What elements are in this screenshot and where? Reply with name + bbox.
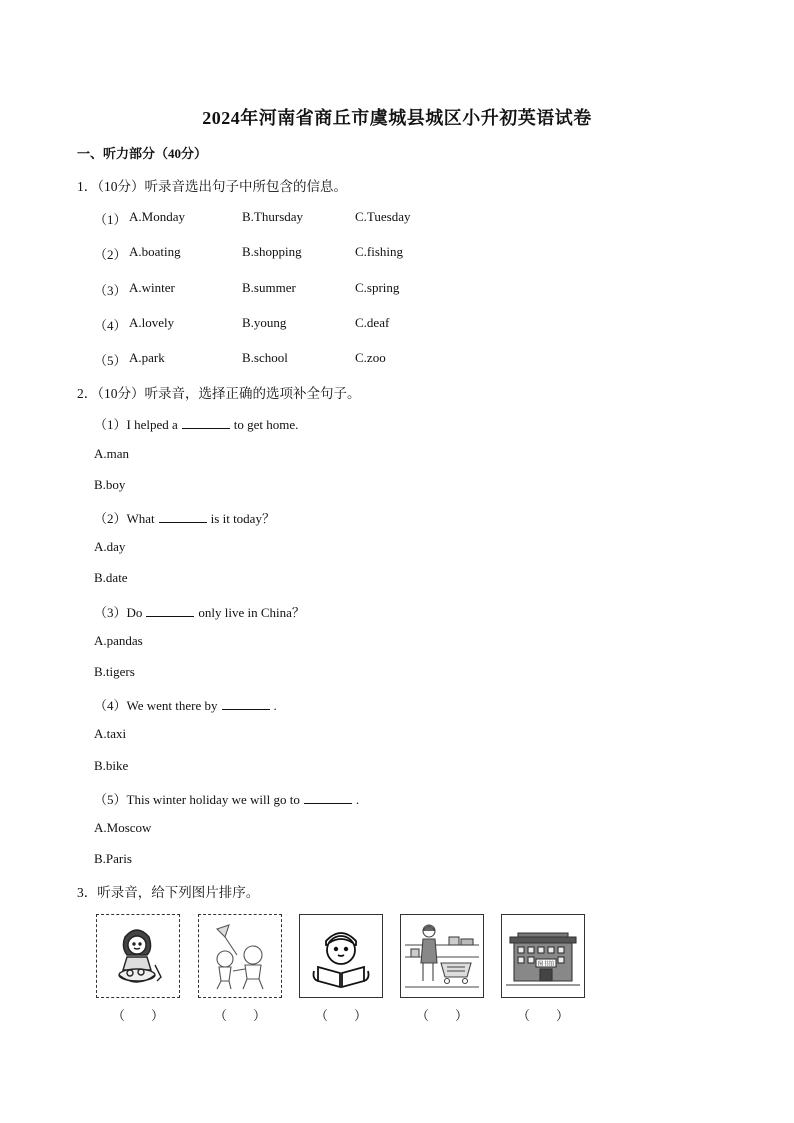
answer-blank [182, 416, 230, 429]
sentence-start: Do [126, 605, 143, 620]
sentence-start: We went there by [126, 698, 218, 713]
q1-row-number: （5） [94, 353, 127, 368]
section-heading-listening: 一、听力部分（40分） [77, 146, 208, 161]
option-c: C.Tuesday [355, 209, 411, 224]
sentence-end: is it today？ [210, 511, 275, 526]
page-title: 2024年河南省商丘市虞城县城区小升初英语试卷 [202, 108, 592, 128]
option-b: B.bike [94, 758, 129, 773]
option-a: A.park [129, 350, 165, 365]
option-b: B.boy [94, 477, 126, 492]
kite-kids-icon [199, 915, 281, 997]
q1-row-number: （4） [94, 318, 127, 333]
answer-blank [222, 697, 270, 710]
option-b: B.school [242, 350, 288, 365]
q2-item-number: （3） [94, 605, 127, 620]
answer-parenthesis: （ ） [111, 1008, 164, 1023]
q1-row-number: （2） [94, 247, 127, 262]
q1-row-number: （3） [94, 283, 127, 298]
option-b: B.summer [242, 280, 296, 295]
sentence-end: . [355, 792, 360, 807]
option-b: B.Paris [94, 851, 132, 866]
question-3-stem: 3．听录音，给下列图片排序。 [77, 885, 260, 900]
option-b: B.Thursday [242, 209, 304, 224]
kids-flying-kite-picture [198, 914, 282, 998]
q2-sentence [94, 414, 298, 433]
girl-washing-icon [97, 915, 179, 997]
question-1-stem: 1．（10分）听录音选出句子中所包含的信息。 [77, 179, 347, 194]
answer-blank [146, 604, 194, 617]
answer-parenthesis: （ ） [213, 1008, 266, 1023]
sentence-start: What [126, 511, 155, 526]
answer-blank [304, 791, 352, 804]
library-building-picture [501, 914, 585, 998]
girl-washing-clothes-picture [96, 914, 180, 998]
library-sign-text: 图书馆 [537, 961, 555, 968]
answer-parenthesis: （ ） [314, 1008, 367, 1023]
option-b: B.tigers [94, 664, 135, 679]
question-2-stem: 2．（10分）听录音，选择正确的选项补全句子。 [77, 386, 361, 401]
q2-item-number: （4） [94, 698, 127, 713]
q2-sentence [94, 695, 277, 714]
option-a: A.Moscow [94, 820, 152, 835]
option-c: C.deaf [355, 315, 390, 330]
answer-parenthesis: （ ） [415, 1008, 468, 1023]
q2-sentence [94, 602, 305, 621]
answer-parenthesis: （ ） [516, 1008, 569, 1023]
woman-shopping-picture [400, 914, 484, 998]
option-a: A.boating [129, 244, 181, 259]
sentence-end: . [273, 698, 277, 713]
q2-sentence [94, 508, 275, 527]
q2-item-number: （1） [94, 417, 127, 432]
boy-reading-icon [300, 915, 382, 997]
q2-sentence [94, 789, 359, 808]
option-b: B.shopping [242, 244, 302, 259]
option-a: A.man [94, 446, 130, 461]
answer-blank [159, 510, 207, 523]
option-c: C.spring [355, 280, 400, 295]
boy-reading-book-picture [299, 914, 383, 998]
option-b: B.date [94, 570, 128, 585]
option-a: A.lovely [129, 315, 175, 330]
q1-row-number: （1） [94, 212, 127, 227]
option-c: C.zoo [355, 350, 386, 365]
option-a: A.Monday [129, 209, 185, 224]
library-icon [502, 915, 584, 997]
option-a: A.day [94, 539, 126, 554]
sentence-start: This winter holiday we will go to [126, 792, 300, 807]
sentence-end: to get home. [233, 417, 299, 432]
sentence-start: I helped a [126, 417, 178, 432]
option-a: A.pandas [94, 633, 143, 648]
option-c: C.fishing [355, 244, 404, 259]
q2-item-number: （5） [94, 792, 127, 807]
sentence-end: only live in China？ [198, 605, 305, 620]
option-a: A.taxi [94, 726, 127, 741]
shopping-icon [401, 915, 483, 997]
option-a: A.winter [129, 280, 175, 295]
option-b: B.young [242, 315, 287, 330]
q2-item-number: （2） [94, 511, 127, 526]
